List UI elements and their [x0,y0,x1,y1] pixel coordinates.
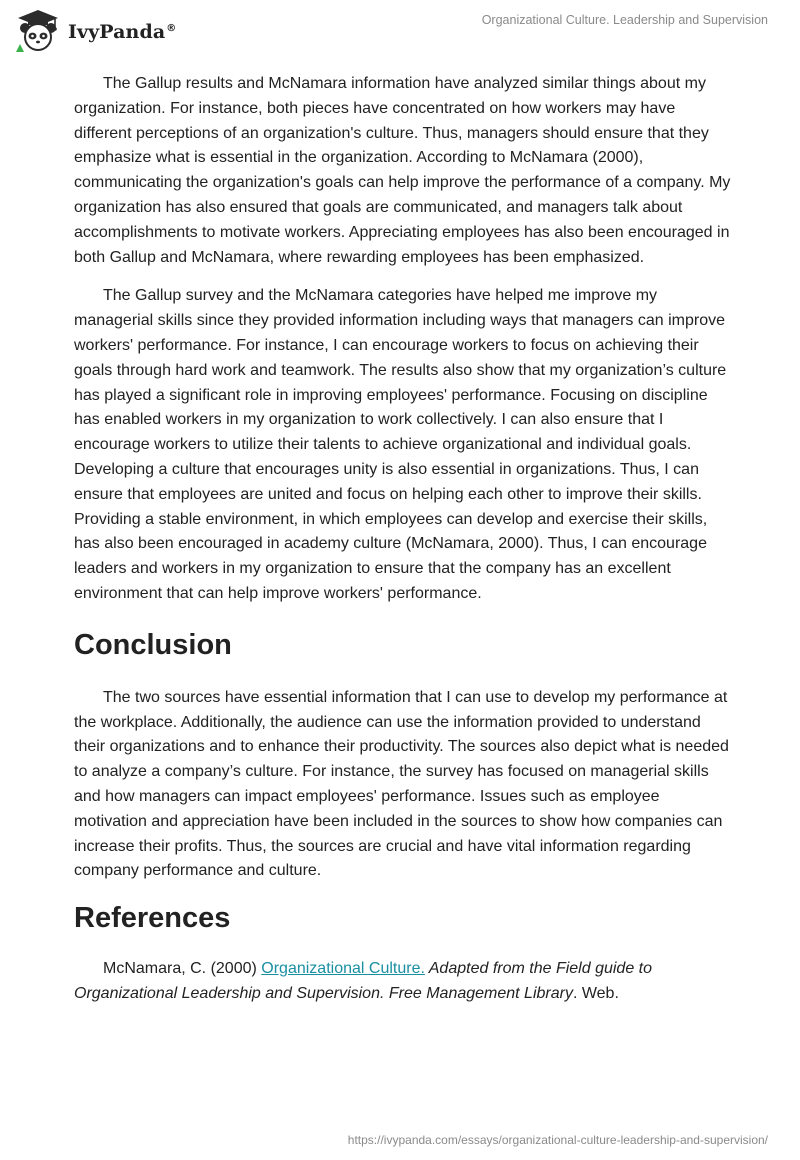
footer-url[interactable]: https://ivypanda.com/essays/organizational-culture-leadership-and-supervision/ [347,1133,768,1147]
paragraph: The Gallup results and McNamara information have analyzed similar things about my organization. For instance, both pieces have concentrated on how workers may have different perceptions of an organization's culture. Thus, managers should ensure that they emphasize what is essential in the organization. According to McNamara (2000), communicating the organization's goals can help improve the performance of a company. My organization has also ensured that goals are communicated, and managers talk about accomplishments to motivate workers. Appreciating employees has also been encouraged in both Gallup and McNamara, where rewarding employees has been emphasized. [74,75,731,266]
reference-entry [74,957,734,1007]
reference-source: Adapted from the Field guide to Organizational Leadership and Supervision. Free Management Library [74,960,653,1002]
document-title: Organizational Culture. Leadership and Supervision [481,13,768,27]
reference-suffix: . Web. [572,984,619,1002]
reference-link[interactable]: Organizational Culture. [261,960,425,978]
panda-graduate-icon [14,8,62,54]
conclusion-heading: Conclusion [74,628,232,661]
paragraph: The Gallup survey and the McNamara categories have helped me improve my managerial skills since they provided information including ways that managers can improve workers' performance. For instance, I can encourage workers to focus on achieving their goals through hard work and teamwork. The results also show that my organization’s culture has played a significant role in improving employees' performance. Focusing on discipline has enabled workers in my organization to work collectively. I can also ensure that I encourage workers to utilize their talents to achieve organizational and individual goals. Developing a culture that encourages unity is also essential in organizations. Thus, I can ensure that employees are united and focus on helping each other to improve their skills. Providing a stable environment, in which employees can develop and exercise their skills, has also been encouraged in academy culture (McNamara, 2000). Thus, I can encourage leaders and workers in my organization to ensure that the company has an excellent environment that can help improve workers' performance. [74,287,727,602]
essay-content [74,72,734,1021]
reference-prefix: McNamara, C. (2000) [103,960,262,978]
brand-logo[interactable] [14,8,176,54]
page-header [0,0,800,62]
brand-name: IvyPanda® [68,21,177,43]
references-heading: References [74,902,231,935]
conclusion-paragraph: The two sources have essential information that I can use to develop my performance at the workplace. Additionally, the audience can use the information provided to understand their organizations and to enhance their productivity. The sources also depict what is needed to analyze a company’s culture. For instance, the survey has focused on managerial skills and how managers can impact employees' performance. Issues such as employee motivation and appreciation have been included in the sources to show how companies can increase their profits. Thus, the sources are crucial and have vital information regarding company performance and culture. [74,688,729,880]
